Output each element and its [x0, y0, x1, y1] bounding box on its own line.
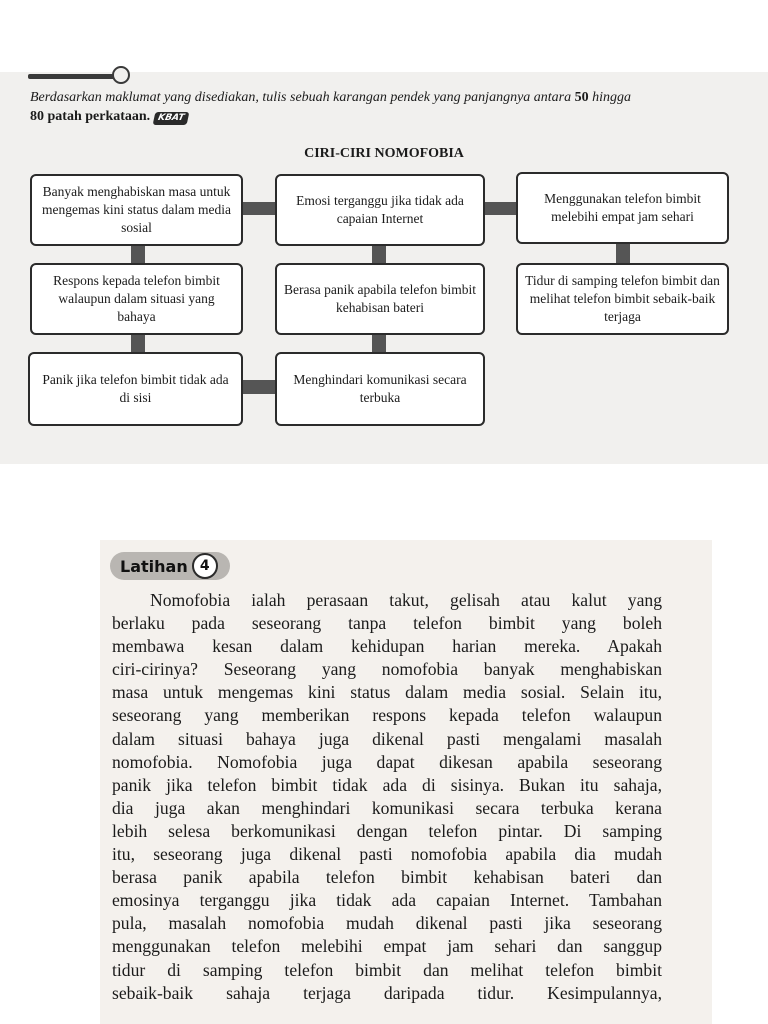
passage-line: lebih selesa berkomunikasi dengan telefon pintar. Di samping	[112, 820, 662, 841]
instruction-part-2: hingga	[588, 90, 632, 105]
passage-line: seseorang yang memberikan respons kepada telefon walaupun	[112, 705, 662, 726]
instruction-min-words: 50	[574, 90, 589, 105]
passage-line: sebaik-baik sahaja terjaga daripada tidur. Kesimpulannya,	[112, 982, 662, 1003]
trait-box: Berasa panik apabila telefon bimbit kehabisan bateri	[275, 263, 485, 335]
instruction-part-1: Berdasarkan maklumat yang disediakan, tulis sebuah karangan pendek yang panjangnya antara	[30, 90, 575, 105]
passage-line: dalam situasi bahaya juga dikenal pasti mengalami masalah	[112, 728, 662, 749]
trait-box: Emosi terganggu jika tidak ada capaian Internet	[275, 174, 485, 246]
connector-row1-right	[484, 202, 518, 215]
connector-row1-left	[242, 202, 276, 215]
passage-line: masa untuk mengemas kini status dalam media sosial. Selain itu,	[112, 682, 662, 703]
latihan-label	[110, 551, 230, 581]
passage-line: itu, seseorang juga dikenal pasti nomofobia apabila dia mudah	[112, 844, 662, 865]
connector-col3-top	[616, 243, 630, 264]
connector-col1-top	[131, 245, 145, 264]
passage-line: pula, masalah nomofobia mudah dikenal pasti jika seseorang	[112, 913, 662, 934]
instruction-max-words: 80 patah perkataan.	[30, 109, 151, 124]
latihan-pill	[110, 552, 230, 580]
passage	[112, 589, 662, 1005]
passage-line: berlaku pada seseorang tanpa telefon bimbit yang boleh	[112, 613, 662, 634]
kbat-badge: KBAT	[153, 112, 190, 125]
latihan-number: 4	[192, 553, 218, 579]
instruction-text	[30, 88, 740, 126]
trait-box: Respons kepada telefon bimbit walaupun dalam situasi yang bahaya	[30, 263, 243, 335]
passage-line: membawa kesan dalam kehidupan harian mereka. Apakah	[112, 636, 662, 657]
passage-line: Nomofobia ialah perasaan takut, gelisah atau kalut yang	[150, 590, 662, 610]
trait-box: Panik jika telefon bimbit tidak ada di sisi	[28, 352, 243, 426]
latihan-text: Latihan	[120, 556, 188, 576]
passage-line: tidur di samping telefon bimbit dan melihat telefon bimbit	[112, 959, 662, 980]
trait-box: Banyak menghabiskan masa untuk mengemas kini status dalam media sosial	[30, 174, 243, 246]
passage-line: ciri-cirinya? Seseorang yang nomofobia banyak menghabiskan	[112, 659, 662, 680]
passage-line: berasa panik apabila telefon bimbit kehabisan bateri dan	[112, 867, 662, 888]
passage-line: emosinya terganggu jika tidak ada capaian Internet. Tambahan	[112, 890, 662, 911]
section-header-rule	[28, 74, 124, 79]
passage-line: nomofobia. Nomofobia juga dapat dikesan apabila seseorang	[112, 751, 662, 772]
passage-line: menggunakan telefon melebihi empat jam sehari dan sanggup	[112, 936, 662, 957]
trait-box: Menggunakan telefon bimbit melebihi empat jam sehari	[516, 172, 729, 244]
connector-col2-top	[372, 245, 386, 264]
passage-line: dia juga akan menghindari komunikasi secara terbuka kerana	[112, 797, 662, 818]
section-header-circle	[112, 66, 130, 84]
trait-box: Tidur di samping telefon bimbit dan melihat telefon bimbit sebaik-baik terjaga	[516, 263, 729, 335]
diagram-title: CIRI-CIRI NOMOFOBIA	[304, 146, 464, 161]
connector-row3	[242, 380, 276, 394]
passage-line: panik jika telefon bimbit tidak ada di sisinya. Bukan itu sahaja,	[112, 774, 662, 795]
trait-box: Menghindari komunikasi secara terbuka	[275, 352, 485, 426]
connector-col1-bottom	[131, 334, 145, 353]
connector-col2-bottom	[372, 334, 386, 353]
